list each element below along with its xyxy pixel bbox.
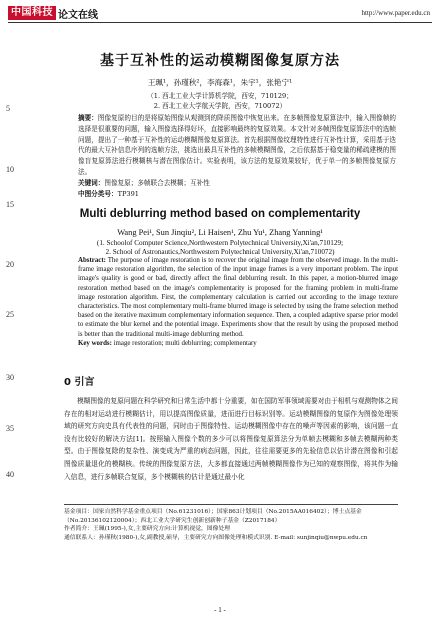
abstract-cn-label: 摘要：: [78, 114, 98, 122]
line-number: 35: [6, 424, 14, 433]
footnote-rule: [64, 504, 398, 505]
line-number: 15: [6, 200, 14, 209]
paper-title-en: Multi deblurring method based on complementarity: [79, 208, 361, 220]
section-heading: 0 引言: [64, 377, 95, 388]
keywords-en: image restoration; multi deblurring; complementary: [113, 339, 257, 347]
footnote-funding: 基金项目：国家自然科学基金重点项目（No.61231016）；国家863计划项目（No.2015AA016402）；博士点基金（No.20136102120004）；西北工业大学研究生创新创新种子基金（Z2017184）: [64, 509, 362, 524]
abstract-en: [78, 256, 398, 348]
abstract-cn-text: 图像复原的目的是将原始图像从观测到的降质图像中恢复出来。在多帧图像复原算法中，输入图像帧的选择是很重要的问题，输入图像选择得好坏，直接影响最终的复原效果。本文针对多帧图像复原算法中的选帧问题，提出了一种基于互补性的运动模糊图像复原算法。首先根据图像纹理特性进行互补性计算，采用基于迭代的最大互补信息序列的选帧方法，挑选出最具互补性的多帧模糊图像，之后依据基于稳变量的稀疏建模的图像盲复原算法进行模糊核与潜在图像估计。实验表明，该方法的复原效果较好，优于单一的多帧图像复原方法。: [78, 114, 397, 176]
page-number: - 1 -: [214, 606, 226, 614]
logo-black-text: 论文在线: [58, 9, 98, 21]
clc-label: 中图分类号：: [78, 189, 118, 198]
affiliation-cn-1: （1. 西北工业大学计算机学院，西安，710129；: [147, 92, 293, 100]
line-number: 20: [6, 260, 14, 269]
abstract-cn: [78, 113, 396, 199]
paper-title-cn: 基于互补性的运动模糊图像复原方法: [100, 53, 340, 69]
journal-logo: [8, 6, 98, 20]
affiliation-en-2: 2. School of Astronautics,Northwestern Polytechnical University,Xi'an,710072): [105, 248, 335, 256]
footnote: [64, 508, 398, 542]
affiliation-cn-2: 2. 西北工业大学航天学院，西安，710072）: [153, 102, 287, 110]
abstract-en-text: The purpose of image restoration is to recover the original image from the observed image. In the multi-frame image restoration algorithm, the selection of the input image frames is a very important problem. The input image's quality is good or bad, directly affect the final deblurring result. In this paper, a motion-blurred image restoration method based on the image's complementarity is proposed for the framing problem in multi-frame image restoration algorithm. First, the complementary calculation is carried out according to the image texture characteristics. The most complementary multi-frame blurred image is selected by using the frame selection method based on the iterative maximum complementary information sequence. Then, a coupled adaptive sparse prior model to estimate the blur kernel and the potential image. Experiments show that the result by using the proposed method is better than the traditional multi-image deblurring method.: [78, 257, 398, 338]
line-number: 30: [6, 373, 14, 382]
page-header: [0, 0, 440, 46]
keywords-cn-label: 关键词：: [78, 178, 105, 187]
footnote-author: 作者简介：王珮(1995-),女,主要研究方向:计算机视觉，图像处理: [64, 526, 230, 533]
header-rule: [8, 22, 432, 23]
affiliation-en-1: (1. Schoolof Computer Science,Northwestern Polytechnical University,Xi'an,710129;: [96, 239, 344, 247]
footnote-contact: 通信联系人：孙瑾秋(1980-),女,副教授,硕导，主要研究方向图像处理和模式识别. E-mail: sunjinqiu@nwpu.edu.cn: [64, 534, 368, 541]
authors-en: Wang Pei¹, Sun Jinqiu², Li Haisen¹, Zhu Yu¹, Zhang Yanning¹: [117, 228, 323, 237]
keywords-cn: 图像复原；多帧联合去模糊；互补性: [104, 178, 210, 187]
authors-cn: 王珮¹，孙瑾秋²，李海森¹，朱宇¹，张艳宁¹: [147, 78, 293, 87]
logo-red-text: 中国科技: [8, 6, 56, 20]
clc-number: TP391: [117, 189, 139, 198]
line-number: 40: [6, 470, 14, 479]
keywords-en-label: Key words:: [78, 339, 112, 347]
section-body: 模糊图像的复原问题在科学研究和日常生活中都十分重要，如在国防军事领域需要对由于相机与观测物体之间存在的相对运动进行模糊估计，用以提高图像质量，进而进行目标识别等。运动模糊图像的复原作为图像处理领域的研究方向史具有代表性的问题，同时由于图像特性、运动模糊图像中存在的噪声等因素的影响，该问题一直没有比较好的解决方法[1]。按照输入图像个数的多少可以将图像复原算法分为单帧去模糊和多帧去模糊两种类型。由于图像复除的复杂性、演变成为严重的病态问题，因此，往往需要更多的先验信息以估计潜在图像和引起图像质量退化的模糊核。传统的图像复原方法，大多都直接通过两帧模糊图像作为已知的观察图像，将其作为输入信息，进行多帧联合复原，多个模糊核的估计是通过最小化: [64, 397, 398, 481]
line-number: 25: [6, 310, 14, 319]
abstract-en-label: Abstract:: [78, 257, 106, 264]
line-number: 5: [6, 104, 10, 113]
line-number: 10: [6, 165, 14, 174]
site-url[interactable]: http://www.paper.edu.cn: [361, 9, 430, 17]
